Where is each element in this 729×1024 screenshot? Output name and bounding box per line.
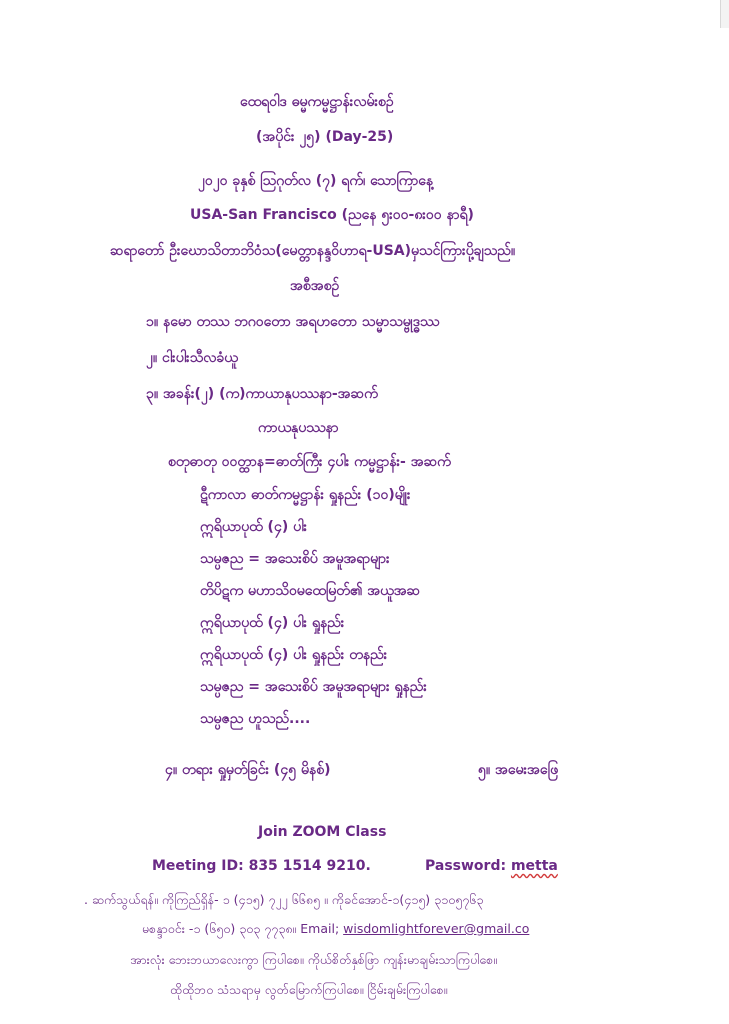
contact-email-line xyxy=(142,919,529,939)
zoom-join-label: Join ZOOM Class xyxy=(258,824,387,840)
date-line: ၂၀၂၀ ခုနှစ် ဩဂုတ်လ (၇) ရက်၊ သောကြာနေ့ xyxy=(198,173,434,189)
blessing-line-1: အားလုံး ဘေးဘယာလေးကွာ ကြပါစေ။ ကိုယ်စိတ်နှစ်ဖြာ ကျန်းမာချမ်းသာကြပါစေ။ xyxy=(130,952,498,967)
part-label: (အပိုင်း ၂၅) (Day-25) xyxy=(256,129,394,145)
teacher-line: ဆရာတော် ဦးဃောသိတာဘိဝံသ(မေတ္တာနန္ဒဝိဟာရ-USA)မှသင်ကြားပို့ချသည်။ xyxy=(110,243,516,259)
contact-phones: . ဆက်သွယ်ရန်။ ကိုကြည်ရှိန်- ၁ (၄၁၅) ၇၂၂ ၆၆၈၅ ။ ကိုခင်အောင်-၁(၄၁၅) ၃၁၀၅၇၆၃ xyxy=(84,892,484,907)
agenda-item-3: ၃။ အခန်း(၂) (က)ကာယာနုပဿနာ-အဆက် xyxy=(146,386,378,402)
agenda-item-3-sub: ကာယနုပဿနာ xyxy=(258,420,339,436)
sub-line: စတုဓာတု ဝဝတ္ထာန=ဓာတ်ကြီး ၄ပါး ကမ္မဋ္ဌာန်း- အဆက် xyxy=(168,454,451,470)
agenda-item-5: ၅။ အမေးအဖြေ xyxy=(478,762,559,778)
password xyxy=(425,856,558,876)
agenda-heading: အစီအစဉ် xyxy=(290,278,340,294)
password-value: metta xyxy=(510,858,558,874)
password-label: Password: xyxy=(425,858,511,874)
agenda-item-4: ၄။ တရား ရှုမှတ်ခြင်း (၄၅ မိနစ်) xyxy=(165,762,331,778)
time-line: USA-San Francisco (ညနေ ၅း၀၀-၈း၀၀ နာရီ) xyxy=(190,207,474,223)
contact-phone-email-label: မစန္ဒာဝင်း -၁ (၆၅၀) ၃၀၃ ၇၇၃၈။ Email; xyxy=(142,921,344,936)
sub-line: သမ္ပဇည = အသေးစိပ် အမူအရာများ ရှုနည်း xyxy=(200,679,427,695)
sub-line: ဣရိယာပုထ် (၄) ပါး ရှုနည်း တနည်း xyxy=(200,647,388,663)
blessing-line-2: ထိုထိုဘဝ သံသရာမှ လွတ်မြောက်ကြပါစေ။ ငြိမ်းချမ်းကြပါစေ။ xyxy=(170,982,448,997)
agenda-item-2: ၂။ ငါးပါးသီလခံယူ xyxy=(146,350,238,366)
sub-line: ဣရိယာပုထ် (၄) ပါး ရှုနည်း xyxy=(200,615,345,631)
sub-line: ဣရိယာပုထ် (၄) ပါး xyxy=(200,519,308,535)
page-edge-tab xyxy=(720,0,729,28)
sub-line: သမ္ပဇည = အသေးစိပ် အမူအရာများ xyxy=(200,551,390,567)
sub-line: တိပိဋက မဟာသိဝမထေမြတ်၏ အယူအဆ xyxy=(200,583,421,599)
meeting-id: Meeting ID: 835 1514 9210. xyxy=(152,858,371,874)
title: ထေရဝါဒ ဓမ္မကမ္မဋ္ဌာန်းလမ်းစဉ် xyxy=(240,94,394,110)
email-link[interactable]: wisdomlightforever@gmail.co xyxy=(343,921,530,936)
sub-line: ဋီကာလာ ဓာတ်ကမ္မဋ္ဌာန်း ရှုနည်း (၁၀)မျိုး xyxy=(200,487,411,503)
agenda-item-1: ၁။ နမော တဿ ဘဂဝတော အရဟတော သမ္မာသမ္ဗုဒ္ဓဿ xyxy=(146,314,440,330)
sub-line: သမ္ပဇည ဟူသည်.... xyxy=(200,711,311,727)
